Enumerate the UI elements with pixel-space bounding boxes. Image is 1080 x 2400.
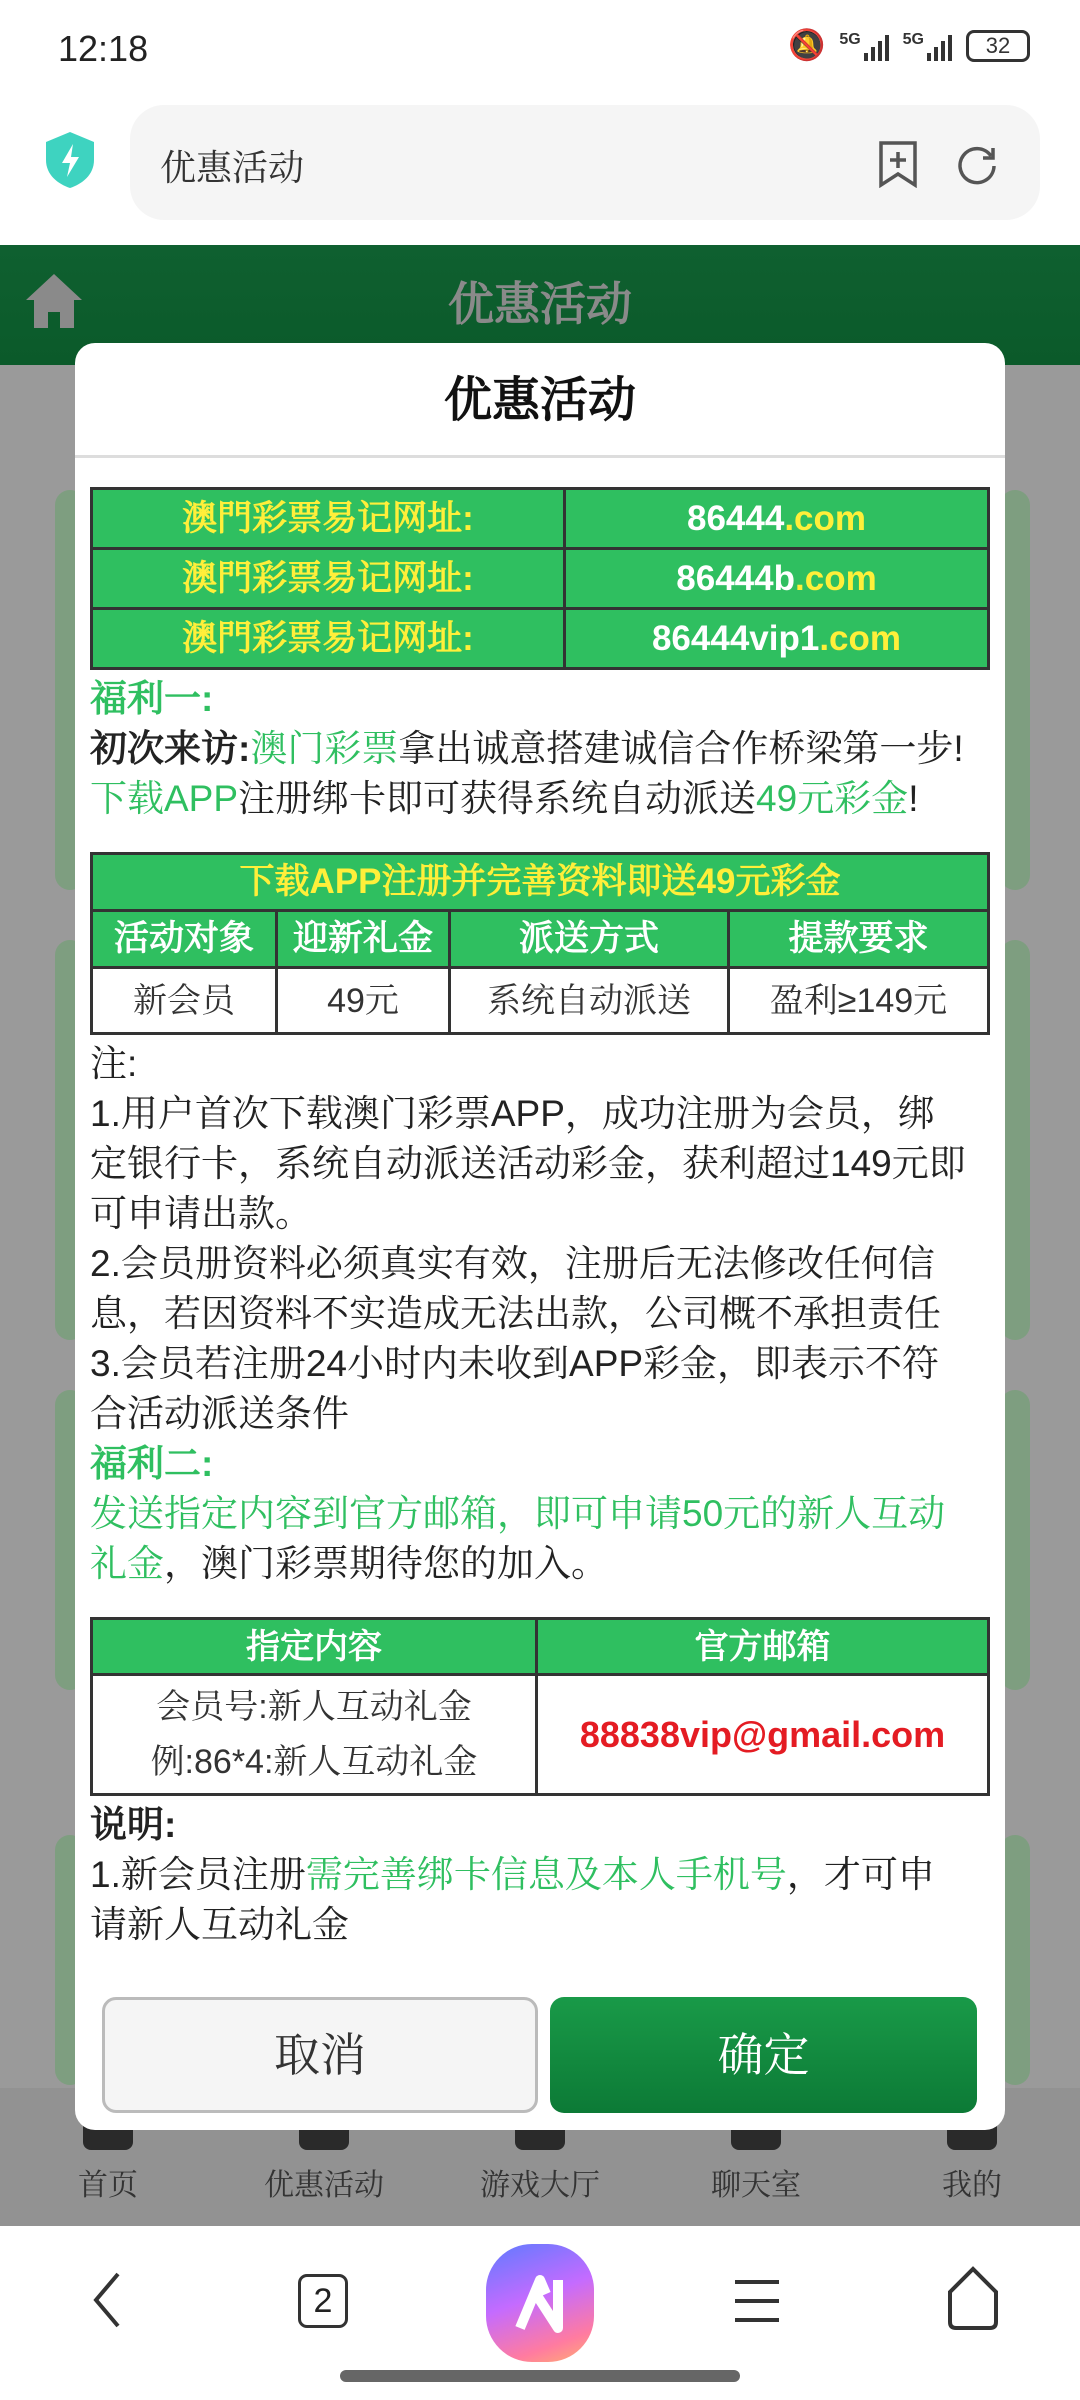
cancel-button[interactable]: 取消 — [102, 1997, 538, 2113]
add-bookmark-icon[interactable] — [878, 140, 918, 188]
dialog-content[interactable] — [90, 463, 990, 1993]
table-row: 澳門彩票易记网址: 86444b.com — [92, 549, 989, 609]
nav-game-hall[interactable]: 游戏大厅 — [432, 2088, 648, 2226]
dialog-title: 优惠活动 — [75, 343, 1005, 458]
promo-dialog — [75, 343, 1005, 2130]
signal-icon: 5G — [903, 31, 952, 61]
bonus-table: 下载APP注册并完善资料即送49元彩金 活动对象 迎新礼金 派送方式 提款要求 新会员 49元 系统自动派送 盈利≥149元 — [90, 852, 990, 1035]
explain-title: 说明: — [90, 1804, 177, 1845]
battery-icon: 32 — [966, 30, 1030, 62]
shield-icon[interactable] — [44, 130, 96, 190]
reload-icon[interactable] — [955, 142, 999, 186]
benefit2-text: 发送指定内容到官方邮箱，即可申请50元的新人互动礼金，澳门彩票期待您的加入。 — [90, 1493, 946, 1584]
explain-item: 1.新会员注册需完善绑卡信息及本人手机号，才可申请新人互动礼金 — [90, 1854, 935, 1945]
menu-icon[interactable] — [732, 2278, 782, 2324]
benefit1-text: 初次来访:澳门彩票拿出诚意搭建诚信合作桥梁第一步!下载APP注册绑卡即可获得系统自动派送49元彩金! — [90, 728, 964, 819]
status-bar — [0, 0, 1080, 100]
benefit2-title: 福利二: — [90, 1443, 214, 1484]
signal-icon: 5G — [839, 31, 888, 61]
page-title: 优惠活动 — [448, 278, 632, 330]
dialog-actions — [75, 1993, 1005, 2130]
nav-profile[interactable]: 我的 — [864, 2088, 1080, 2226]
table-row: 澳門彩票易记网址: 86444.com — [92, 489, 989, 549]
home-icon[interactable] — [946, 2266, 1000, 2332]
site-table — [90, 487, 990, 670]
email-table: 指定内容 官方邮箱 会员号:新人互动礼金 例:86*4:新人互动礼金 88838vip@gmail.com — [90, 1617, 990, 1796]
nav-home[interactable]: 首页 — [0, 2088, 216, 2226]
table-row: 会员号:新人互动礼金 例:86*4:新人互动礼金 88838vip@gmail.com — [92, 1675, 989, 1795]
official-email[interactable]: 88838vip@gmail.com — [537, 1675, 989, 1795]
back-icon[interactable] — [88, 2270, 128, 2330]
tabs-button[interactable]: 2 — [298, 2274, 348, 2328]
status-icons — [788, 28, 1030, 63]
note-item: 2.会员册资料必须真实有效，注册后无法修改任何信息，若因资料不实造成无法出款，公司概不承担责任 — [90, 1243, 941, 1334]
note-item: 1.用户首次下载澳门彩票APP，成功注册为会员，绑定银行卡，系统自动派送活动彩金，获利超过149元即可申请出款。 — [90, 1093, 966, 1234]
note-item: 3.会员若注册24小时内未收到APP彩金，即表示不符合活动派送条件 — [90, 1343, 940, 1434]
clock: 12:18 — [58, 28, 149, 69]
gesture-handle[interactable] — [340, 2370, 740, 2382]
assistant-icon[interactable] — [486, 2244, 594, 2362]
nav-chat[interactable]: 聊天室 — [648, 2088, 864, 2226]
table-row: 澳門彩票易记网址: 86444vip1.com — [92, 609, 989, 669]
benefit1-title: 福利一: — [90, 678, 214, 719]
note-title: 注: — [90, 1043, 138, 1084]
confirm-button[interactable]: 确定 — [550, 1997, 977, 2113]
address-text[interactable]: 优惠活动 — [160, 147, 305, 188]
nav-promotions[interactable]: 优惠活动 — [216, 2088, 432, 2226]
table-row: 新会员 49元 系统自动派送 盈利≥149元 — [92, 968, 989, 1034]
mute-bell-icon: 🔕 — [787, 29, 826, 62]
